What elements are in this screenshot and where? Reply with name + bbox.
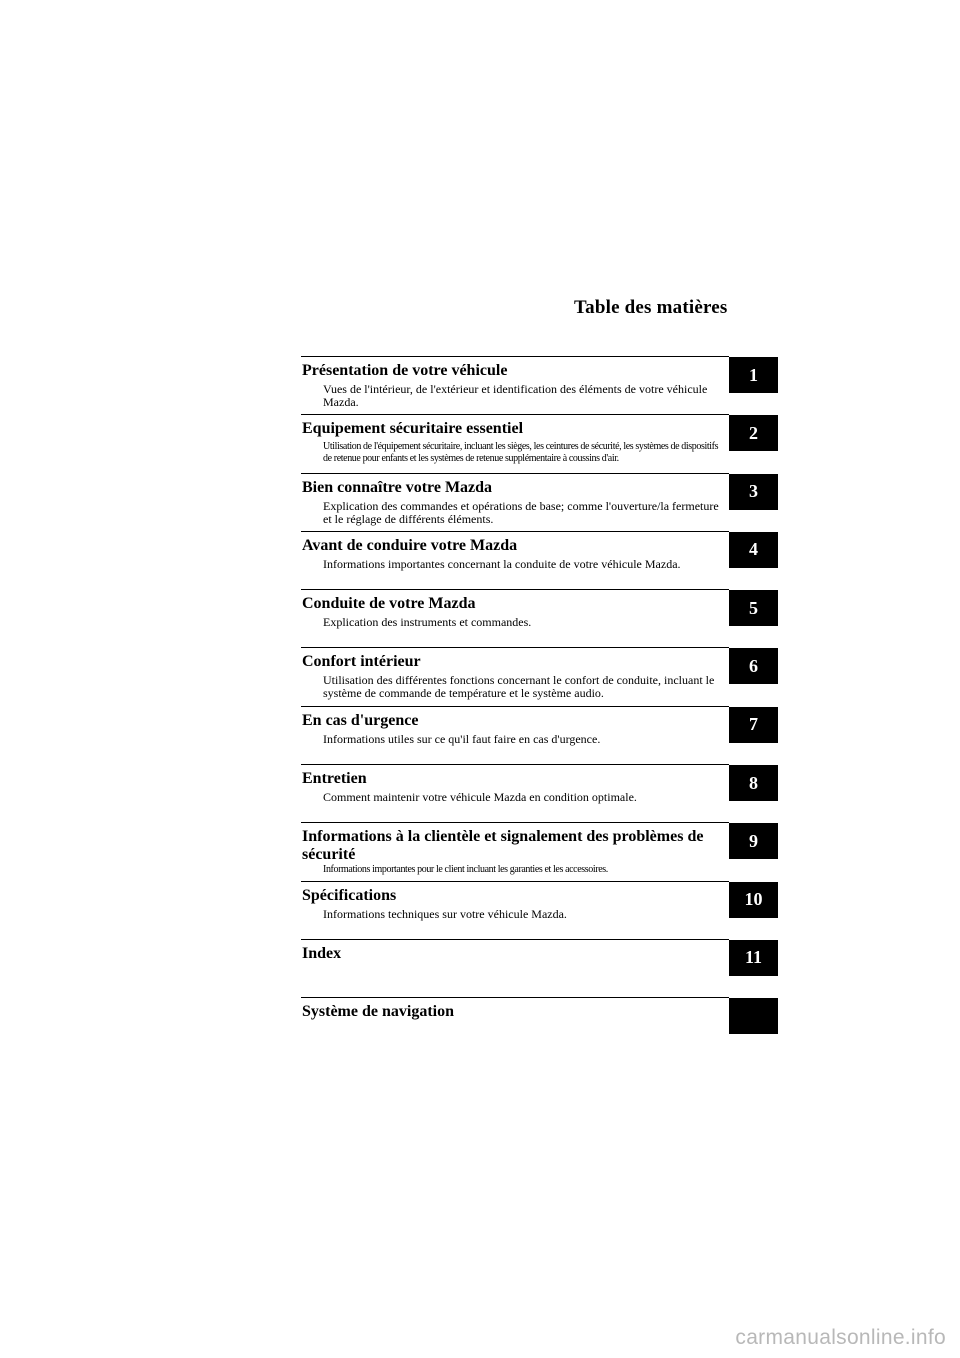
- toc-heading[interactable]: Informations à la clientèle et signalement des problèmes de sécurité: [302, 828, 704, 864]
- section-tab[interactable]: 7: [729, 707, 778, 743]
- section-tab[interactable]: 10: [729, 882, 778, 918]
- toc-description: Informations utiles sur ce qu'il faut faire en cas d'urgence.: [323, 731, 601, 746]
- toc-description: Utilisation de l'équipement sécuritaire, incluant les sièges, les ceintures de sécurité, les systèmes de dispositifs de retenue pour enfants et les systèmes de retenue supplémentaire à coussins d'air.: [323, 441, 719, 465]
- section-tab[interactable]: 3: [729, 474, 778, 510]
- toc-description: Comment maintenir votre véhicule Mazda en condition optimale.: [323, 790, 637, 805]
- toc-description: Informations importantes pour le client incluant les garanties et les accessoires.: [323, 864, 608, 876]
- toc-heading[interactable]: Entretien: [302, 770, 367, 788]
- toc-entry-4[interactable]: [301, 531, 778, 589]
- toc-description: Vues de l'intérieur, de l'extérieur et identification des éléments de votre véhicule Mazda.: [323, 382, 708, 409]
- toc-entry-10[interactable]: [301, 881, 778, 939]
- toc-entry-2[interactable]: [301, 414, 778, 472]
- table-of-contents: [301, 356, 778, 1056]
- toc-heading[interactable]: Présentation de votre véhicule: [302, 362, 508, 379]
- toc-heading[interactable]: Equipement sécuritaire essentiel: [302, 420, 524, 438]
- divider: [301, 764, 729, 765]
- toc-heading[interactable]: Avant de conduire votre Mazda: [302, 536, 518, 554]
- watermark: carmanualsonline.info: [735, 1326, 946, 1349]
- toc-entry-11[interactable]: [301, 939, 778, 997]
- divider: [301, 647, 729, 648]
- section-tab[interactable]: 5: [729, 590, 778, 626]
- toc-heading[interactable]: Spécifications: [302, 886, 397, 904]
- divider: [301, 822, 729, 823]
- toc-heading[interactable]: Conduite de votre Mazda: [302, 595, 476, 613]
- toc-entry-3[interactable]: [301, 473, 778, 531]
- section-tab[interactable]: 2: [729, 415, 778, 451]
- toc-heading[interactable]: Système de navigation: [302, 1003, 454, 1021]
- divider: [301, 531, 729, 532]
- toc-entry-8[interactable]: [301, 764, 778, 822]
- section-tab[interactable]: 11: [729, 940, 778, 976]
- divider: [301, 414, 729, 415]
- toc-description: Explication des instruments et commandes.: [323, 615, 532, 630]
- toc-entry-7[interactable]: [301, 706, 778, 764]
- toc-description: Utilisation des différentes fonctions concernant le confort de conduite, incluant le système de commande de température et le système audio.: [323, 673, 715, 701]
- divider: [301, 706, 729, 707]
- toc-description: Informations techniques sur votre véhicule Mazda.: [323, 906, 567, 921]
- toc-entry-1[interactable]: [301, 356, 778, 414]
- toc-heading[interactable]: Confort intérieur: [302, 653, 421, 671]
- divider: [301, 589, 729, 590]
- divider: [301, 881, 729, 882]
- toc-entry-6[interactable]: [301, 647, 778, 705]
- toc-entry-12[interactable]: [301, 997, 778, 1055]
- toc-heading[interactable]: En cas d'urgence: [302, 711, 419, 729]
- divider: [301, 997, 729, 998]
- toc-heading[interactable]: Bien connaître votre Mazda: [302, 478, 493, 496]
- divider: [301, 939, 729, 940]
- section-tab[interactable]: 6: [729, 648, 778, 684]
- section-tab[interactable]: [729, 998, 778, 1034]
- section-tab[interactable]: 9: [729, 823, 778, 859]
- section-tab[interactable]: 4: [729, 532, 778, 568]
- divider: [301, 356, 729, 357]
- toc-description: Explication des commandes et opérations de base; comme l'ouverture/la fermeture et le réglage de différents éléments.: [323, 498, 719, 526]
- toc-entry-5[interactable]: [301, 589, 778, 647]
- toc-entry-9[interactable]: [301, 822, 778, 880]
- toc-description: Informations importantes concernant la conduite de votre véhicule Mazda.: [323, 556, 681, 571]
- divider: [301, 473, 729, 474]
- section-tab[interactable]: 1: [729, 357, 778, 393]
- page-title: Table des matières: [574, 297, 728, 318]
- toc-heading[interactable]: Index: [302, 944, 342, 962]
- section-tab[interactable]: 8: [729, 765, 778, 801]
